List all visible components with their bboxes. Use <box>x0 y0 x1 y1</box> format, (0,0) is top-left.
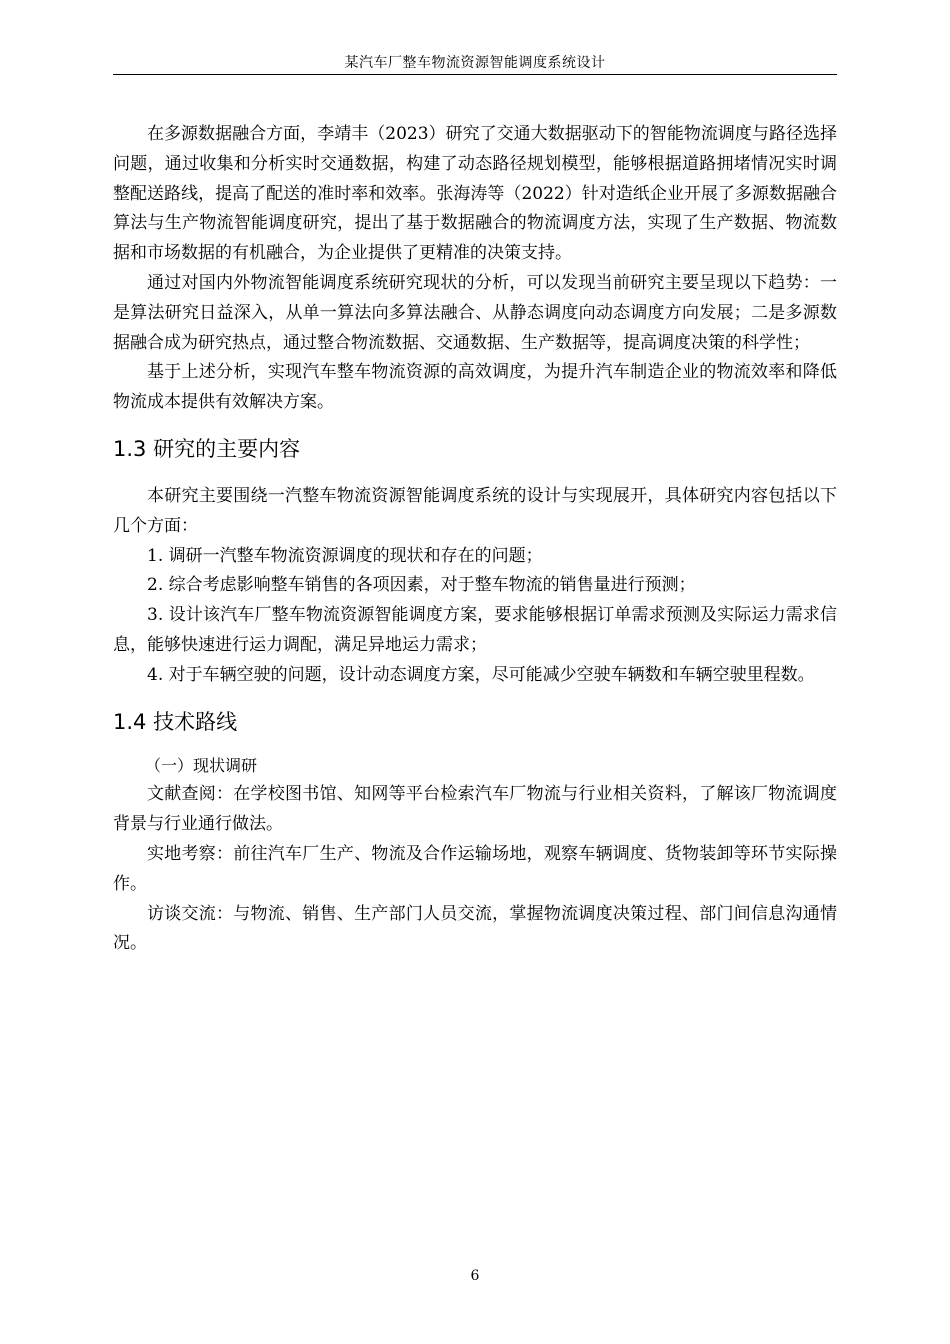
list-item: 2. 综合考虑影响整车销售的各项因素，对于整车物流的销售量进行预测； <box>147 575 696 596</box>
paragraph: 基于上述分析，实现汽车整车物流资源的高效调度，为提升汽车制造企业的物流效率和降低物流成本提供有效解决方案。 <box>113 362 837 413</box>
paragraph: 访谈交流：与物流、销售、生产部门人员交流，掌握物流调度决策过程、部门间信息沟通情况。 <box>113 903 837 954</box>
list-item: 3. 设计该汽车厂整车物流资源智能调度方案，要求能够根据订单需求预测及实际运力需求信息，能够快速进行运力调配，满足异地运力需求； <box>113 605 837 655</box>
paragraph: 实地考察：前往汽车厂生产、物流及合作运输场地，观察车辆调度、货物装卸等环节实际操作。 <box>113 843 837 894</box>
list-item: 4. 对于车辆空驶的问题，设计动态调度方案，尽可能减少空驶车辆数和车辆空驶里程数。 <box>147 664 815 685</box>
section-heading: 1.4 技术路线 <box>113 709 238 734</box>
list-item: 1. 调研一汽整车物流资源调度的现状和存在的问题； <box>147 545 543 566</box>
section-heading: 1.3 研究的主要内容 <box>113 436 301 461</box>
paragraph: 通过对国内外物流智能调度系统研究现状的分析，可以发现当前研究主要呈现以下趋势：一是算法研究日益深入，从单一算法向多算法融合、从静态调度向动态调度方向发展；二是多源数据融合成为研究热点，通过整合物流数据、交通数据、生产数据等，提高调度决策的科学性； <box>113 272 837 353</box>
paragraph: 文献查阅：在学校图书馆、知网等平台检索汽车厂物流与行业相关资料，了解该厂物流调度背景与行业通行做法。 <box>113 784 837 835</box>
page-number: 6 <box>470 1268 480 1284</box>
paragraph: 本研究主要围绕一汽整车物流资源智能调度系统的设计与实现展开，具体研究内容包括以下几个方面： <box>113 485 837 536</box>
header-rule <box>113 74 837 75</box>
running-header: 某汽车厂整车物流资源智能调度系统设计 <box>344 55 606 71</box>
paragraph: 在多源数据融合方面，李靖丰（2023）研究了交通大数据驱动下的智能物流调度与路径选择问题，通过收集和分析实时交通数据，构建了动态路径规划模型，能够根据道路拥堵情况实时调整配送路线，提高了配送的准时率和效率。张海涛等（2022）针对造纸企业开展了多源数据融合算法与生产物流智能调度研究，提出了基于数据融合的物流调度方法，实现了生产数据、物流数据和市场数据的有机融合，为企业提供了更精准的决策支持。 <box>113 124 837 264</box>
page-body <box>113 120 837 959</box>
subsection-heading: （一）现状调研 <box>145 755 258 775</box>
